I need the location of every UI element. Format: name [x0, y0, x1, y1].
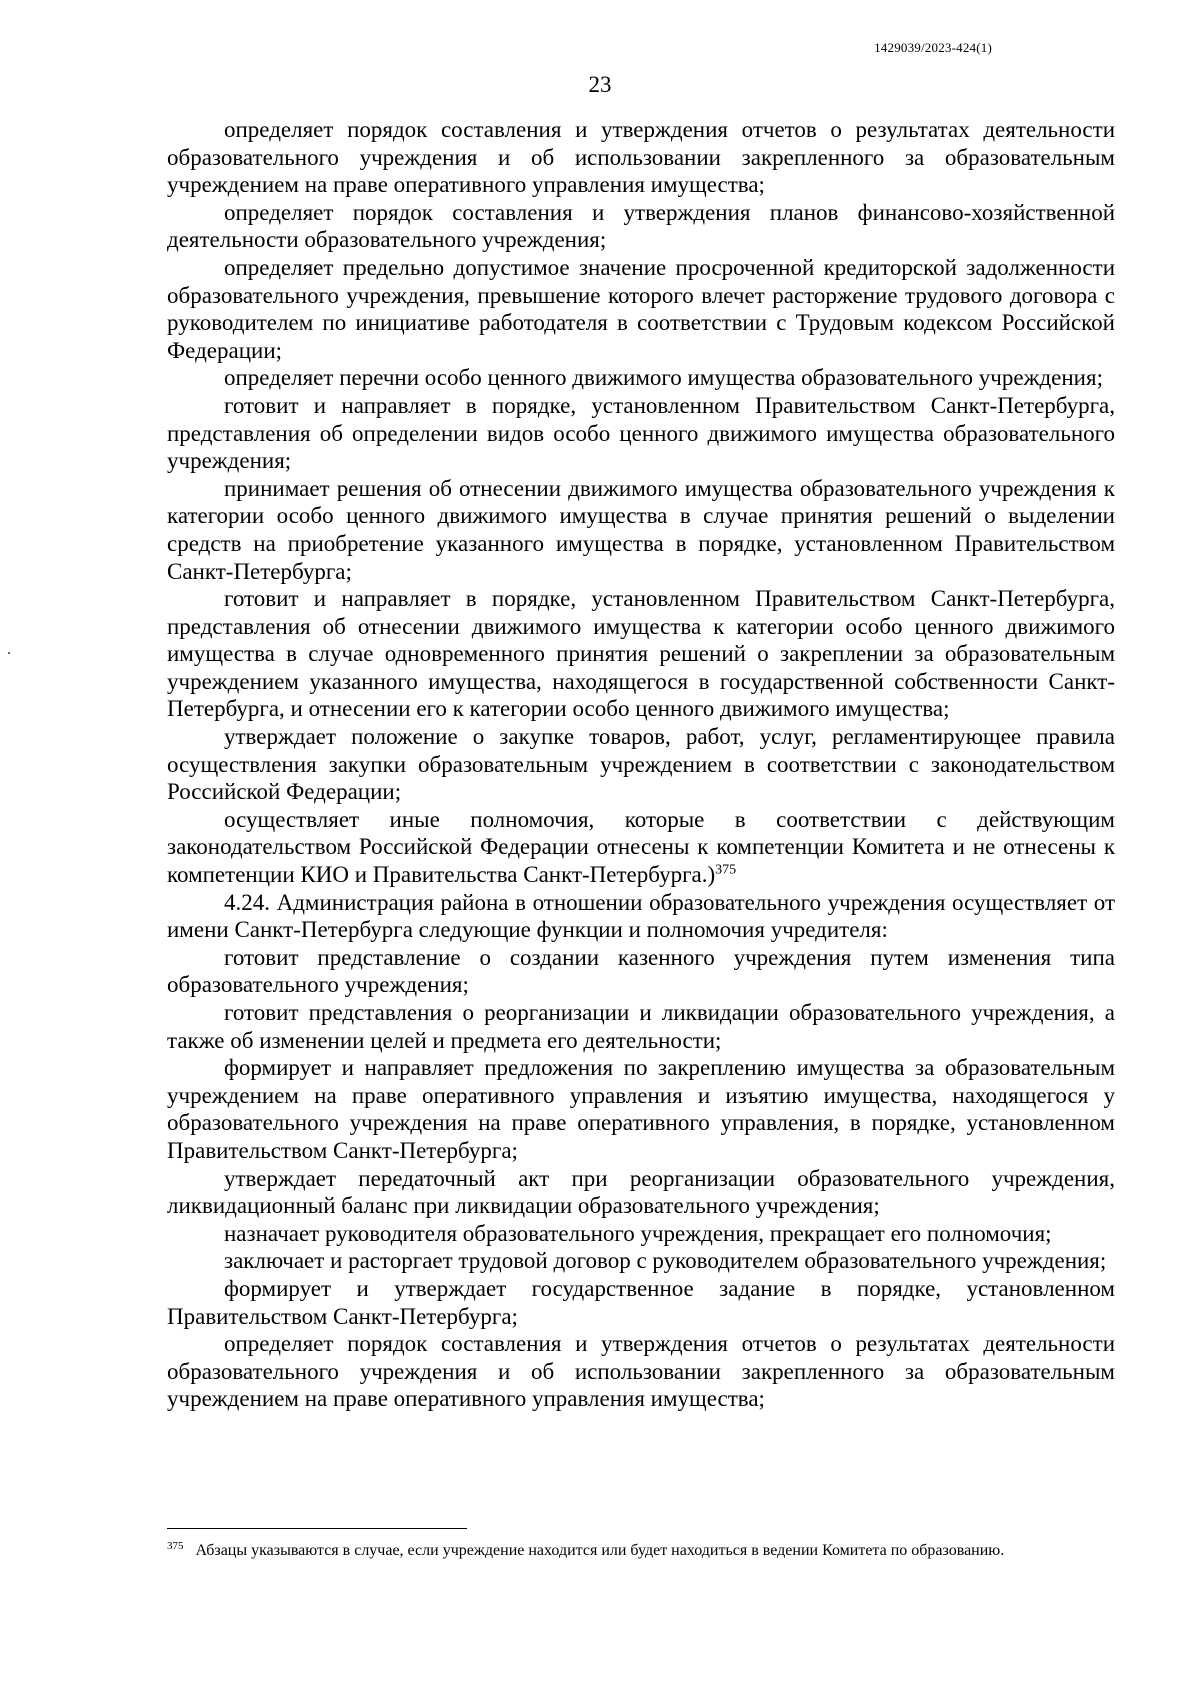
paragraph: определяет перечни особо ценного движимого имущества образовательного учреждения;: [224, 365, 1103, 391]
paragraph-with-footnote: [167, 806, 1115, 889]
document-id: 1429039/2023-424(1): [874, 40, 992, 55]
footnote-reference[interactable]: 375: [715, 862, 737, 878]
paragraph: готовит и направляет в порядке, установленном Правительством Санкт-Петербурга, представления об определении видов особо ценного движимого имущества образовательного учреждения;: [167, 392, 1115, 474]
paragraph: утверждает передаточный акт при реорганизации образовательного учреждения, ликвидационный баланс при ликвидации образовательного учреждения;: [167, 1165, 1115, 1219]
paragraph: определяет порядок составления и утверждения отчетов о результатах деятельности образовательного учреждения и об использовании закрепленного за образовательным учреждением на праве оперативного управления имущества;: [167, 117, 1115, 198]
paragraph: определяет порядок составления и утверждения отчетов о результатах деятельности образовательного учреждения и об использовании закрепленного за образовательным учреждением на праве оперативного управления имущества;: [167, 1331, 1115, 1412]
paragraph: утверждает положение о закупке товаров, работ, услуг, регламентирующее правила осуществления закупки образовательным учреждением в соответствии с законодательством Российской Федерации;: [167, 724, 1115, 805]
paragraph: принимает решения об отнесении движимого имущества образовательного учреждения к категории особо ценного движимого имущества в случае принятия решений о выделении средств на приобретение указанного имущества в порядке, установленном Правительством Санкт-Петербурга;: [167, 475, 1115, 584]
footnote-divider: [167, 1528, 467, 1529]
section-heading-paragraph: 4.24. Администрация района в отношении образовательного учреждения осуществляет от имени Санкт-Петербурга следующие функции и полномочия учредителя:: [167, 889, 1115, 943]
paragraph: готовит представление о создании казенного учреждения путем изменения типа образовательного учреждения;: [167, 944, 1115, 998]
paragraph-text: осуществляет иные полномочия, которые в соответствии с действующим законодательством Российской Федерации отнесены к компетенции Комитета и не отнесены к компетенции КИО и Правительства Санкт-Петербурга.): [167, 806, 1115, 888]
paragraph: назначает руководителя образовательного учреждения, прекращает его полномочия;: [224, 1220, 1052, 1246]
footnote-number: 375: [167, 1539, 184, 1552]
footnote-text: Абзацы указываются в случае, если учреждение находится или будет находиться в ведении Комитета по образованию.: [195, 1542, 1005, 1559]
document-body: [167, 116, 1115, 1413]
paragraph: формирует и направляет предложения по закреплению имущества за образовательным учреждением на праве оперативного управления и изъятию имущества, находящегося у образовательного учреждения на праве оперативного управления, в порядке, установленном Правительством Санкт-Петербурга;: [167, 1055, 1115, 1163]
paragraph: определяет предельно допустимое значение просроченной кредиторской задолженности образовательного учреждения, превышение которого влечет расторжение трудового договора с руководителем по инициативе работодателя в соответствии с Трудовым кодексом Российской Федерации;: [167, 254, 1115, 363]
paragraph: заключает и расторгает трудовой договор с руководителем образовательного учреждения;: [224, 1248, 1107, 1274]
paragraph: определяет порядок составления и утверждения планов финансово-хозяйственной деятельности образовательного учреждения;: [167, 199, 1115, 253]
page-number: 23: [588, 72, 612, 97]
scan-speck: [8, 652, 10, 654]
paragraph: готовит представления о реорганизации и ликвидации образовательного учреждения, а также об изменении целей и предмета его деятельности;: [167, 1000, 1115, 1053]
paragraph: формирует и утверждает государственное задание в порядке, установленном Правительством Санкт-Петербурга;: [167, 1275, 1115, 1329]
paragraph: готовит и направляет в порядке, установленном Правительством Санкт-Петербурга, представления об отнесении движимого имущества к категории особо ценного движимого имущества в случае одновременного принятия решений о закреплении за образовательным учреждением указанного имущества, находящегося в государственной собственности Санкт-Петербурга, и отнесении его к категории особо ценного движимого имущества;: [167, 586, 1115, 722]
footnote: [167, 1540, 1115, 1562]
